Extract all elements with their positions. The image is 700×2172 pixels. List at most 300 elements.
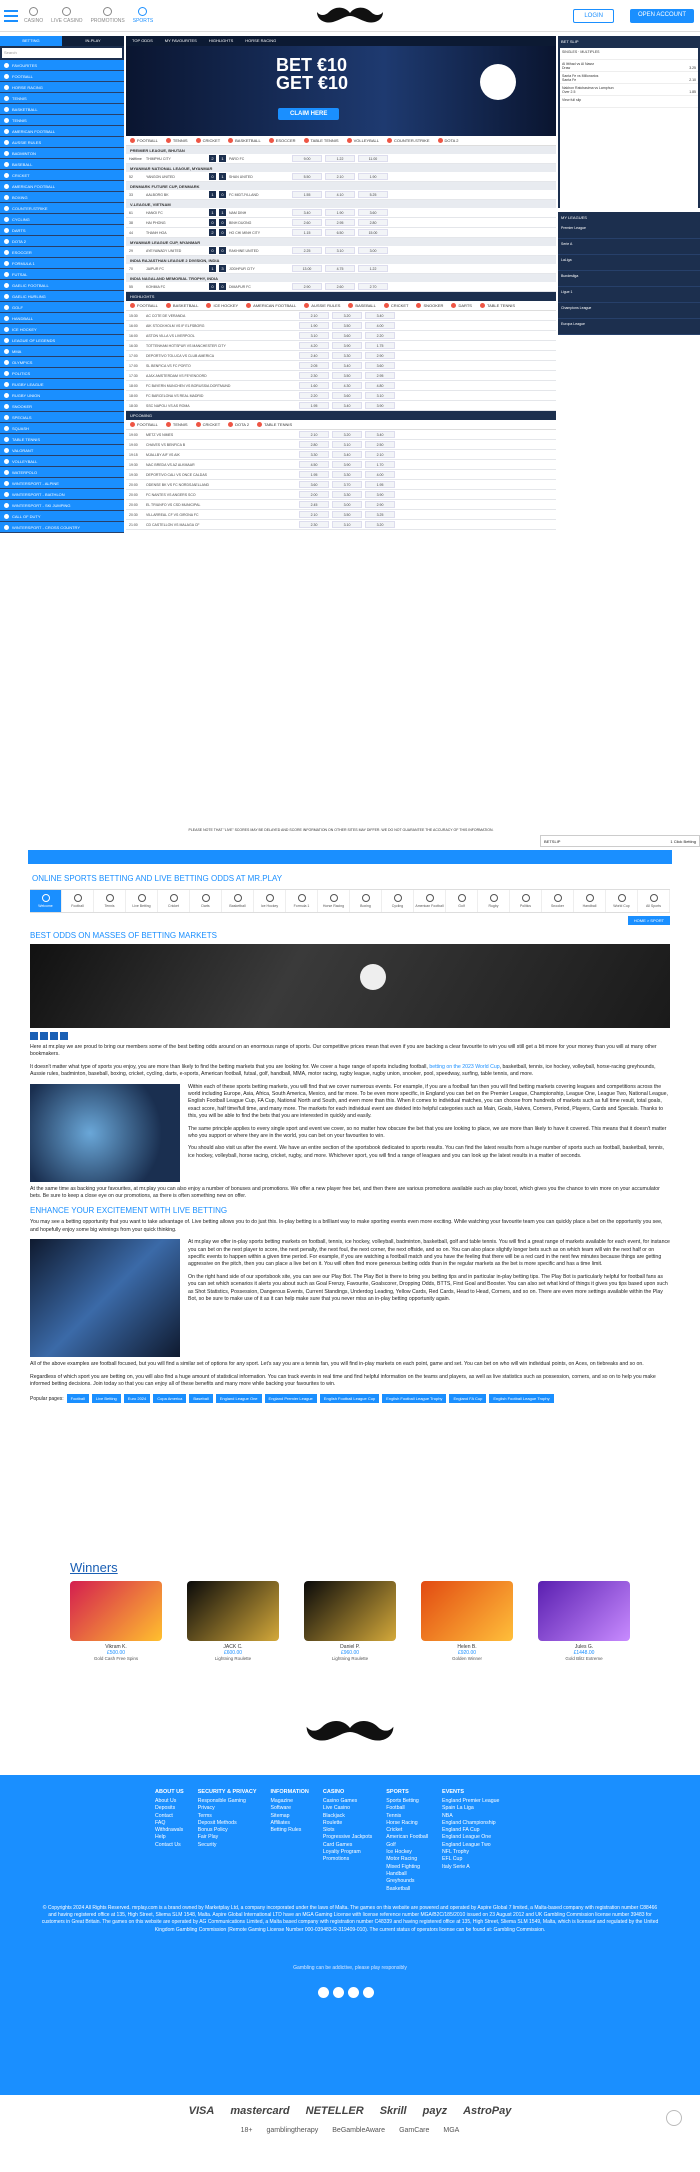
odds-button[interactable]: 13.00 [292, 265, 322, 272]
footer-link[interactable]: England League Two [442, 1841, 491, 1848]
sidebar-item[interactable] [0, 214, 124, 225]
odds-button[interactable]: 1.60 [299, 382, 329, 389]
sidebar-item[interactable] [0, 346, 124, 357]
odds-button[interactable]: 1.75 [365, 342, 395, 349]
event-row[interactable] [126, 361, 556, 371]
promo-banner[interactable] [126, 46, 556, 136]
sidebar-item[interactable] [0, 115, 124, 126]
odds-button[interactable]: 3.60 [299, 481, 329, 488]
odds-button[interactable]: 4.75 [325, 265, 355, 272]
footer-link[interactable]: Privacy [197, 1805, 215, 1812]
sidebar-item[interactable] [0, 456, 124, 467]
sport-category-tile[interactable] [542, 890, 574, 912]
footer-link[interactable]: Greyhounds [386, 1878, 415, 1885]
sport-category-tile[interactable] [62, 890, 94, 912]
event-row[interactable] [126, 371, 556, 381]
odds-button[interactable]: 5.50 [292, 173, 322, 180]
odds-button[interactable]: 4.10 [325, 191, 355, 198]
event-row[interactable] [126, 470, 556, 480]
footer-link[interactable]: England FA Cup [442, 1827, 480, 1834]
footer-link[interactable]: Progressive Jackpots [322, 1834, 373, 1841]
linkedin-share-icon[interactable] [50, 1032, 58, 1040]
facebook-share-icon[interactable] [30, 1032, 38, 1040]
tab-multiples[interactable]: MULTIPLES [580, 50, 600, 54]
sport-filter-chip[interactable]: TABLE TENNIS [304, 138, 339, 143]
event-row[interactable] [126, 246, 556, 256]
winner-card[interactable] [187, 1581, 279, 1661]
footer-link[interactable]: Contact [155, 1812, 173, 1819]
winner-card[interactable] [304, 1581, 396, 1661]
event-row[interactable] [126, 490, 556, 500]
sidebar-item[interactable] [0, 225, 124, 236]
odds-button[interactable]: 4.50 [299, 461, 329, 468]
odds-button[interactable]: 2.80 [299, 441, 329, 448]
odds-button[interactable]: 1.95 [299, 402, 329, 409]
login-button[interactable]: LOGIN [573, 9, 614, 23]
tab-highlights[interactable]: HIGHLIGHTS [208, 38, 234, 43]
footer-link[interactable]: Motor Racing [386, 1856, 418, 1863]
sidebar-item[interactable] [0, 192, 124, 203]
league-item[interactable]: LaLiga [558, 255, 700, 271]
footer-link[interactable]: NBA [442, 1812, 453, 1819]
sidebar-item[interactable] [0, 148, 124, 159]
odds-button[interactable]: 3.40 [332, 451, 362, 458]
sidebar-item[interactable] [0, 104, 124, 115]
game-thumbnail[interactable] [304, 1581, 396, 1641]
sport-category-tile[interactable] [446, 890, 478, 912]
game-thumbnail[interactable] [187, 1581, 279, 1641]
odds-button[interactable]: 3.20 [332, 312, 362, 319]
sport-category-tile[interactable] [606, 890, 638, 912]
sport-tab[interactable]: CRICKET [384, 303, 409, 308]
sidebar-item[interactable] [0, 302, 124, 313]
footer-link[interactable]: Magazine [270, 1798, 294, 1804]
league-item[interactable]: Bundesliga [558, 271, 700, 287]
sidebar-item[interactable] [0, 522, 124, 533]
menu-icon[interactable] [4, 10, 18, 22]
footer-link[interactable]: Basketball [386, 1885, 411, 1892]
footer-link[interactable]: Contact Us [155, 1841, 181, 1848]
event-row[interactable] [126, 331, 556, 341]
sidebar-item[interactable] [0, 368, 124, 379]
odds-button[interactable]: 2.10 [325, 173, 355, 180]
event-row[interactable] [126, 190, 556, 200]
footer-link[interactable]: Football [386, 1805, 405, 1812]
game-thumbnail[interactable] [70, 1581, 162, 1641]
footer-link[interactable]: Deposits [155, 1805, 176, 1812]
footer-link[interactable]: Help [155, 1834, 166, 1841]
footer-link[interactable]: England Championship [442, 1819, 496, 1826]
odds-button[interactable]: 2.30 [299, 521, 329, 528]
odds-button[interactable]: 3.20 [332, 431, 362, 438]
footer-link[interactable]: Sports Betting [386, 1798, 419, 1804]
sport-tab[interactable]: FOOTBALL [130, 303, 158, 308]
odds-button[interactable]: 3.40 [332, 402, 362, 409]
footer-link[interactable]: Blackjack [322, 1812, 345, 1819]
odds-button[interactable]: 3.60 [332, 332, 362, 339]
odds-button[interactable]: 3.10 [332, 441, 362, 448]
sport-filter-chip[interactable]: VOLLEYBALL [347, 138, 379, 143]
footer-link[interactable]: Mixed Fighting [386, 1863, 420, 1870]
odds-button[interactable]: 3.20 [365, 521, 395, 528]
odds-button[interactable]: 1.95 [365, 481, 395, 488]
footer-link[interactable]: Cricket [386, 1827, 403, 1834]
footer-link[interactable]: EFL Cup [442, 1856, 463, 1863]
odds-button[interactable]: 1.15 [292, 229, 322, 236]
view-full-slip-link[interactable]: View full slip [560, 96, 698, 108]
nav-casino[interactable]: CASINO [24, 7, 43, 24]
event-row[interactable] [126, 218, 556, 228]
footer-link[interactable]: England Premier League [442, 1798, 500, 1804]
open-account-button[interactable]: OPEN ACCOUNT [630, 9, 694, 23]
event-row[interactable] [126, 311, 556, 321]
odds-button[interactable]: 2.10 [299, 511, 329, 518]
tab-horse-racing[interactable]: HORSE RACING [245, 38, 277, 43]
sidebar-item[interactable] [0, 412, 124, 423]
slip-selection[interactable] [560, 72, 698, 84]
odds-button[interactable]: 1.70 [365, 461, 395, 468]
sport-tab[interactable]: AUSSIE RULES [304, 303, 340, 308]
odds-button[interactable]: 3.00 [358, 247, 388, 254]
sidebar-item[interactable] [0, 335, 124, 346]
sport-category-tile[interactable] [30, 890, 62, 912]
link-share-icon[interactable] [60, 1032, 68, 1040]
sport-filter-chip[interactable]: ESOCCER [269, 138, 296, 143]
sport-category-tile[interactable] [382, 890, 414, 912]
footer-link[interactable]: Slots [322, 1827, 335, 1834]
facebook-icon[interactable] [333, 1987, 344, 1998]
betslip-bar[interactable]: BETSLIP 1 Click Betting [540, 835, 700, 847]
sidebar-item[interactable] [0, 390, 124, 401]
event-row[interactable] [126, 341, 556, 351]
winner-card[interactable] [421, 1581, 513, 1661]
tab-in-play[interactable]: IN-PLAY [85, 38, 101, 43]
event-row[interactable] [126, 351, 556, 361]
event-row[interactable] [126, 500, 556, 510]
slip-selection[interactable] [560, 84, 698, 96]
odds-button[interactable]: 2.10 [365, 451, 395, 458]
footer-link[interactable]: Ice Hockey [386, 1849, 412, 1856]
sidebar-item[interactable] [0, 489, 124, 500]
tab-my-favourites[interactable]: MY FAVOURITES [164, 38, 197, 43]
sport-filter-chip[interactable]: COUNTER-STRIKE [387, 138, 430, 143]
event-row[interactable] [126, 430, 556, 440]
sidebar-item[interactable] [0, 478, 124, 489]
twitter-icon[interactable] [348, 1987, 359, 1998]
sport-tab[interactable]: DARTS [451, 303, 471, 308]
sidebar-item[interactable] [0, 500, 124, 511]
odds-button[interactable]: 6.50 [325, 229, 355, 236]
popular-page-link[interactable]: English Football League Cup [320, 1394, 379, 1403]
odds-button[interactable]: 3.70 [332, 481, 362, 488]
tab-betting[interactable]: BETTING [0, 36, 62, 46]
footer-link[interactable]: Spain La Liga [442, 1805, 474, 1812]
odds-button[interactable]: 4.30 [332, 382, 362, 389]
nav-promotions[interactable]: PROMOTIONS [91, 7, 125, 24]
event-row[interactable] [126, 480, 556, 490]
sport-tab[interactable]: BASEBALL [348, 303, 375, 308]
popular-page-link[interactable]: Baseball [189, 1394, 212, 1403]
league-item[interactable]: Champions League [558, 303, 700, 319]
odds-button[interactable]: 3.90 [332, 461, 362, 468]
sidebar-item[interactable] [0, 82, 124, 93]
odds-button[interactable]: 2.40 [299, 352, 329, 359]
odds-button[interactable]: 3.10 [332, 521, 362, 528]
odds-button[interactable]: 2.10 [299, 312, 329, 319]
odds-button[interactable]: 2.90 [365, 352, 395, 359]
tab-top-odds[interactable]: TOP ODDS [132, 38, 153, 43]
odds-button[interactable]: 1.95 [299, 471, 329, 478]
odds-button[interactable]: 1.90 [325, 209, 355, 216]
odds-button[interactable]: 3.40 [365, 312, 395, 319]
popular-page-link[interactable]: Live Betting [92, 1394, 121, 1403]
odds-button[interactable]: 3.30 [332, 491, 362, 498]
sidebar-item[interactable] [0, 445, 124, 456]
sport-tab[interactable]: ICE HOCKEY [206, 303, 238, 308]
sidebar-item[interactable] [0, 159, 124, 170]
footer-link[interactable]: Sitemap [270, 1812, 290, 1819]
event-row[interactable] [126, 391, 556, 401]
sport-category-tile[interactable] [510, 890, 542, 912]
odds-button[interactable]: 2.10 [299, 431, 329, 438]
sport-category-tile[interactable] [414, 890, 446, 912]
footer-link[interactable]: About Us [155, 1798, 177, 1804]
winner-card[interactable] [70, 1581, 162, 1661]
sport-tab[interactable]: TABLE TENNIS [480, 303, 515, 308]
popular-page-link[interactable]: Football [67, 1394, 89, 1403]
odds-button[interactable]: 2.70 [358, 283, 388, 290]
league-item[interactable]: Ligue 1 [558, 287, 700, 303]
odds-button[interactable]: 3.40 [332, 362, 362, 369]
league-item[interactable]: Serie A [558, 239, 700, 255]
sport-category-tile[interactable] [190, 890, 222, 912]
sidebar-item[interactable] [0, 126, 124, 137]
popular-page-link[interactable]: Euro 2024 [124, 1394, 150, 1403]
odds-button[interactable]: 2.00 [299, 491, 329, 498]
league-item[interactable]: Premier League [558, 223, 700, 239]
sport-category-tile[interactable] [222, 890, 254, 912]
instagram-icon[interactable] [363, 1987, 374, 1998]
odds-button[interactable]: 2.25 [292, 247, 322, 254]
nav-sports[interactable]: SPORTS [133, 7, 153, 24]
odds-button[interactable]: 2.50 [365, 441, 395, 448]
odds-button[interactable]: 2.20 [365, 332, 395, 339]
odds-button[interactable]: 2.45 [299, 501, 329, 508]
winner-card[interactable] [538, 1581, 630, 1661]
sport-filter-chip[interactable]: TENNIS [166, 138, 188, 143]
footer-link[interactable]: Software [270, 1805, 291, 1812]
footer-link[interactable]: Promotions [322, 1856, 350, 1863]
odds-button[interactable]: 3.25 [365, 511, 395, 518]
sidebar-item[interactable] [0, 93, 124, 104]
sidebar-item[interactable] [0, 137, 124, 148]
sidebar-item[interactable] [0, 291, 124, 302]
footer-link[interactable]: Golf [386, 1841, 396, 1848]
odds-button[interactable]: 3.90 [332, 342, 362, 349]
tab-singles[interactable]: SINGLES [562, 50, 578, 54]
odds-button[interactable]: 2.60 [325, 283, 355, 290]
odds-button[interactable]: 1.22 [325, 155, 355, 162]
odds-button[interactable]: 3.10 [365, 392, 395, 399]
odds-button[interactable]: 4.20 [299, 342, 329, 349]
odds-button[interactable]: 4.80 [365, 382, 395, 389]
footer-link[interactable]: Live Casino [322, 1805, 351, 1812]
odds-button[interactable]: 3.40 [365, 431, 395, 438]
event-row[interactable] [126, 228, 556, 238]
odds-button[interactable]: 2.95 [365, 372, 395, 379]
sidebar-item[interactable] [0, 280, 124, 291]
sport-category-tile[interactable] [478, 890, 510, 912]
odds-button[interactable]: 2.80 [358, 219, 388, 226]
odds-button[interactable]: 3.50 [332, 322, 362, 329]
popular-page-link[interactable]: England Premier League [265, 1394, 317, 1403]
footer-link[interactable]: England League One [442, 1834, 492, 1841]
footer-link[interactable]: Withdrawals [155, 1827, 184, 1834]
odds-button[interactable]: 1.90 [358, 173, 388, 180]
sidebar-item[interactable] [0, 181, 124, 192]
odds-button[interactable]: 3.40 [292, 209, 322, 216]
world-cup-link[interactable]: betting on the 2023 World Cup [429, 1063, 500, 1070]
sport-category-tile[interactable] [318, 890, 350, 912]
event-row[interactable] [126, 264, 556, 274]
odds-button[interactable]: 3.30 [332, 471, 362, 478]
slip-selection[interactable] [560, 60, 698, 72]
event-row[interactable] [126, 154, 556, 164]
odds-button[interactable]: 4.00 [365, 322, 395, 329]
nav-live-casino[interactable]: LIVE CASINO [51, 7, 82, 24]
sidebar-item[interactable] [0, 379, 124, 390]
footer-link[interactable]: Affiliates [270, 1819, 291, 1826]
event-row[interactable] [126, 520, 556, 530]
popular-page-link[interactable]: England FA Cup [449, 1394, 486, 1403]
sidebar-item[interactable] [0, 401, 124, 412]
sport-tab[interactable]: CRICKET [196, 422, 221, 427]
sport-tab[interactable]: FOOTBALL [130, 422, 158, 427]
sidebar-item[interactable] [0, 511, 124, 522]
footer-link[interactable]: Fair Play [197, 1834, 219, 1841]
odds-button[interactable]: 3.60 [358, 209, 388, 216]
sport-category-tile[interactable] [94, 890, 126, 912]
sidebar-item[interactable] [0, 467, 124, 478]
footer-link[interactable]: Deposit Methods [197, 1819, 237, 1826]
game-thumbnail[interactable] [538, 1581, 630, 1641]
popular-page-link[interactable]: English Football League Trophy [489, 1394, 553, 1403]
odds-button[interactable]: 11.00 [358, 155, 388, 162]
sidebar-item[interactable] [0, 247, 124, 258]
odds-button[interactable]: 1.90 [299, 322, 329, 329]
sport-filter-chip[interactable]: CRICKET [196, 138, 221, 143]
odds-button[interactable]: 4.00 [365, 471, 395, 478]
odds-button[interactable]: 5.25 [358, 191, 388, 198]
odds-button[interactable]: 3.30 [332, 352, 362, 359]
odds-button[interactable]: 2.90 [292, 283, 322, 290]
footer-link[interactable]: Betting Rules [270, 1827, 302, 1834]
youtube-icon[interactable] [318, 1987, 329, 1998]
event-row[interactable] [126, 208, 556, 218]
sidebar-item[interactable] [0, 357, 124, 368]
odds-button[interactable]: 3.10 [299, 332, 329, 339]
sidebar-item[interactable] [0, 60, 124, 71]
footer-link[interactable]: Loyalty Program [322, 1849, 361, 1856]
back-to-top-button[interactable] [666, 2110, 682, 2126]
odds-button[interactable]: 2.20 [299, 392, 329, 399]
sidebar-item[interactable] [0, 269, 124, 280]
sidebar-item[interactable] [0, 423, 124, 434]
sport-tab[interactable]: TENNIS [166, 422, 188, 427]
sport-tab[interactable]: SNOOKER [416, 303, 443, 308]
sport-category-tile[interactable] [638, 890, 670, 912]
popular-page-link[interactable]: Copa America [153, 1394, 186, 1403]
footer-link[interactable]: FAQ [155, 1819, 166, 1826]
event-row[interactable] [126, 282, 556, 292]
event-row[interactable] [126, 450, 556, 460]
sport-tab[interactable]: TABLE TENNIS [257, 422, 292, 427]
odds-button[interactable]: 2.60 [292, 219, 322, 226]
odds-button[interactable]: 3.90 [365, 402, 395, 409]
popular-page-link[interactable]: English Football League Trophy [382, 1394, 446, 1403]
footer-link[interactable]: Security [197, 1841, 217, 1848]
sport-category-tile[interactable] [158, 890, 190, 912]
claim-here-button[interactable]: CLAIM HERE [278, 108, 339, 120]
odds-button[interactable]: 15.00 [358, 229, 388, 236]
event-row[interactable] [126, 381, 556, 391]
sport-filter-chip[interactable]: FOOTBALL [130, 138, 158, 143]
odds-button[interactable]: 3.50 [332, 511, 362, 518]
odds-button[interactable]: 3.60 [365, 362, 395, 369]
footer-link[interactable]: Terms [197, 1812, 212, 1819]
sport-category-tile[interactable] [286, 890, 318, 912]
sidebar-item[interactable] [0, 71, 124, 82]
odds-button[interactable]: 2.95 [325, 219, 355, 226]
event-row[interactable] [126, 401, 556, 411]
footer-link[interactable]: Italy Serie A [442, 1863, 470, 1870]
odds-button[interactable]: 3.00 [332, 501, 362, 508]
footer-link[interactable]: Card Games [322, 1841, 353, 1848]
twitter-share-icon[interactable] [40, 1032, 48, 1040]
league-item[interactable]: Europa League [558, 319, 700, 335]
footer-link[interactable]: Bonus Policy [197, 1827, 228, 1834]
sidebar-item[interactable] [0, 258, 124, 269]
footer-link[interactable]: American Football [386, 1834, 429, 1841]
sidebar-item[interactable] [0, 236, 124, 247]
odds-button[interactable]: 3.30 [299, 451, 329, 458]
event-row[interactable] [126, 510, 556, 520]
odds-button[interactable]: 1.55 [292, 191, 322, 198]
sidebar-item[interactable] [0, 170, 124, 181]
odds-button[interactable]: 3.90 [365, 491, 395, 498]
footer-link[interactable]: NFL Trophy [442, 1849, 469, 1856]
sport-tab[interactable]: DOTA 2 [228, 422, 249, 427]
footer-link[interactable]: Tennis [386, 1812, 402, 1819]
sport-category-tile[interactable] [254, 890, 286, 912]
event-row[interactable] [126, 460, 556, 470]
odds-button[interactable]: 3.60 [332, 392, 362, 399]
sidebar-item[interactable] [0, 203, 124, 214]
footer-link[interactable]: Handball [386, 1870, 407, 1877]
odds-button[interactable]: 2.90 [365, 501, 395, 508]
footer-link[interactable]: Responsible Gaming [197, 1798, 246, 1804]
event-row[interactable] [126, 172, 556, 182]
sport-filter-chip[interactable]: DOTA 2 [438, 138, 459, 143]
sidebar-search-input[interactable]: Search [2, 48, 122, 58]
event-row[interactable] [126, 321, 556, 331]
footer-link[interactable]: Horse Racing [386, 1819, 418, 1826]
sport-tab[interactable]: AMERICAN FOOTBALL [246, 303, 296, 308]
sidebar-item[interactable] [0, 313, 124, 324]
sport-category-tile[interactable] [350, 890, 382, 912]
odds-button[interactable]: 9.00 [292, 155, 322, 162]
odds-button[interactable]: 1.22 [358, 265, 388, 272]
